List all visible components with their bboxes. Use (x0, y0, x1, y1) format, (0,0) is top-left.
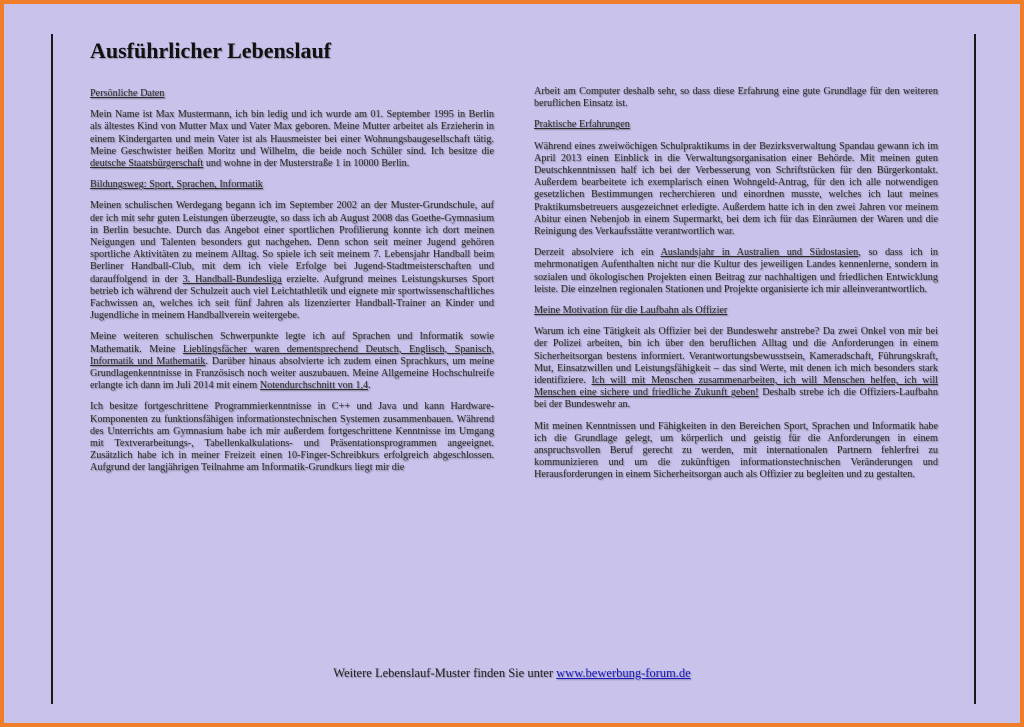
footer-text: Weitere Lebenslauf-Muster finden Sie unter (333, 666, 557, 680)
footer-link[interactable]: www.bewerbung-forum.de (556, 666, 691, 680)
text: Deshalb strebe ich die Offiziers-Laufbahn bei der Bundeswehr an. (534, 387, 938, 411)
paragraph-gap-year (534, 247, 938, 296)
underlined-text: Lieblingsfächer waren dementsprechend Deutsch, Englisch, Spanisch, Informatik und Mathematik (90, 343, 494, 367)
paragraph-education-2 (90, 331, 494, 392)
document-page (4, 4, 1020, 723)
section-heading-practical-experience: Praktische Erfahrungen (534, 119, 630, 131)
text: und wohne in der Musterstraße 1 in 10000 Berlin. (203, 158, 410, 170)
text: Meine weiteren schulischen Schwerpunkte legte ich auf Sprachen und Informatik sowie Mathematik. Meine (90, 331, 494, 355)
left-column (90, 88, 494, 484)
text: erzielte. Aufgrund meines Leistungskurses Sport betrieb ich während der Schulzeit auch viel Leichtathletik und eignete mir sportwissenschaftliches Fachwissen an, welches ich seit fünf Jahren als lizenzierter Handball-Trainer an Kinder und Jugendliche in meinem Handballverein weitergebe. (90, 273, 494, 322)
text: Mein Name ist Max Mustermann, ich bin ledig und ich wurde am 01. September 1995 in Berlin als ältestes Kind von Mutter Max und Vater Max geboren. Meine Mutter arbeitet als Erzieherin in einem Kindergarten und mein Vater ist als Hausmeister bei einer Wohnungsbaugesellschaft tätig. Meine Geschwister heißen Moritz und Wilhelm, die beide noch Schüler sind. Ich besitze die (90, 109, 494, 157)
section-heading-personal-data: Persönliche Daten (90, 88, 165, 99)
section-heading-education: Bildungsweg: Sport, Sprachen, Informatik (90, 179, 263, 191)
paragraph-motivation-1 (534, 326, 938, 411)
right-margin-rule (974, 34, 976, 704)
underlined-text: Notendurchschnitt von 1,4 (259, 380, 369, 392)
paragraph-education-1 (90, 200, 494, 322)
text: . Darüber hinaus absolvierte ich zudem einen Sprachkurs, um meine Grundlagenkenntnisse in Französisch noch weiter auszubauen. Meine Allgemeine Hochschulreife erlangte ich dann im Juli 2014 mit einem (90, 355, 494, 392)
underlined-text: 3. Handball-Bundesliga (182, 273, 282, 285)
text: Warum ich eine Tätigkeit als Offizier bei der Bundeswehr anstrebe? Da zwei Onkel von mir bei der Polizei arbeiten, bin ich über den beruflichen Alltag und die Anforderungen in einem Sicherheitsorgan bestens informiert. Verantwortungsbewusstsein, Kameradschaft, Führungskraft, Mut, Einsatzwillen und Leistungsfähigkeit – das sind Werte, mit denen ich mich besonders stark identifiziere. (534, 326, 938, 387)
left-margin-rule (51, 34, 53, 704)
underlined-text: Ich will mit Menschen zusammenarbeiten, ich will Menschen helfen, ich will Menschen eine sichere und friedliche Zukunft geben! (534, 375, 939, 399)
document-title: Ausführlicher Lebenslauf (90, 38, 332, 63)
paragraph-computer-skills: Ich besitze fortgeschrittene Programmierkenntnisse in C++ und Java und kann Hardware-Komponenten zu funktionsfähigen informationstechnischen Systemen zusammenbauen. Während des Unterrichts am Gymnasium habe ich mir außerdem fortgeschrittene Kenntnisse im Umgang mit Textverarbeitungs-, Tabellenkalkulations- und Präsentationsprogrammen angeeignet. Zusätzlich habe ich in meiner Freizeit einen 10-Finger-Schreibkurs erfolgreich abgeschlossen. Aufgrund der langjährigen Teilnahme am Informatik-Grundkurs liegt mir die (90, 401, 494, 474)
paragraph-personal-data (90, 109, 494, 170)
underlined-text: deutsche Staatsbürgerschaft (90, 158, 204, 170)
right-column (534, 86, 938, 491)
section-heading-motivation: Meine Motivation für die Laufbahn als Offizier (534, 305, 728, 317)
paragraph-motivation-2: Mit meinen Kenntnissen und Fähigkeiten in den Bereichen Sport, Sprachen und Informatik habe ich die Grundlage gelegt, um körperlich und geistig für die Anforderungen in einem anspruchsvollen Beruf gerecht zu werden, mit internationalen Partnern fehlerfrei zu kommunizieren und um die zukünftigen informationstechnischen Veränderungen und Herausforderungen in einem Sicherheitsorgan auch als Offizier zu begleiten und zu gestalten. (534, 420, 938, 481)
text: Derzeit absolviere ich ein (534, 247, 661, 259)
text: Meinen schulischen Werdegang begann ich im September 2002 an der Muster-Grundschule, auf der ich mit sehr guten Leistungen überzeugte, so dass ich ab August 2008 das Goethe-Gymnasium in Berlin besuchte. Durch das Angebot einer sportlichen Profilierung konnte ich dort meinen Neigungen und Talenten besonders gut nachgehen. Denn schon seit meiner Jugend gehören sportliche Aktivitäten zu meinem Alltag. So spiele ich seit meinem 7. Lebensjahr Handball beim Berliner Handball-Club, mit dem ich viele Erfolge bei Jugend-Stadtmeisterschaften und darauffolgend in der (90, 200, 494, 285)
footer (4, 666, 1020, 681)
underlined-text: Auslandsjahr in Australien und Südostasien (660, 247, 859, 259)
text: , so dass ich in mehrmonatigen Aufenthalten nicht nur die Kultur des jeweiligen Landes kennenlerne, sondern in sozialen und ökologischen Projekten einen Beitrag zur nachhaltigen und friedlichen Entwicklung leiste. Die einzelnen regionalen Stationen und Projekte organisierte ich mir alleinverantwortlich. (534, 247, 938, 295)
text: . (368, 380, 371, 392)
paragraph-computer-continued: Arbeit am Computer deshalb sehr, so dass diese Erfahrung eine gute Grundlage für den weiteren beruflichen Einsatz ist. (534, 86, 938, 110)
paragraph-internship: Während eines zweiwöchigen Schulpraktikums in der Bezirksverwaltung Spandau gewann ich im April 2013 einen Einblick in die Verwaltungsorganisation einer Behörde. Mit meinen guten Deutschkenntnissen half ich bei der Verbesserung von Schriftstücken für den Bürgerkontakt. Außerdem bearbeitete ich exemplarisch einen Wohngeld-Antrag, für den ich alle notwendigen gesetzlichen Bestimmungen recherchieren und einordnen musste, welches ich laut meines Praktikumsbetreuers ausgezeichnet erledigte. Außerdem hatte ich in den zwei Jahren vor meinem Abitur einen Nebenjob in einem Supermarkt, bei dem ich für das Einräumen der Waren und die Reinigung des Verkaufsstätte verantwortlich war. (534, 140, 938, 238)
